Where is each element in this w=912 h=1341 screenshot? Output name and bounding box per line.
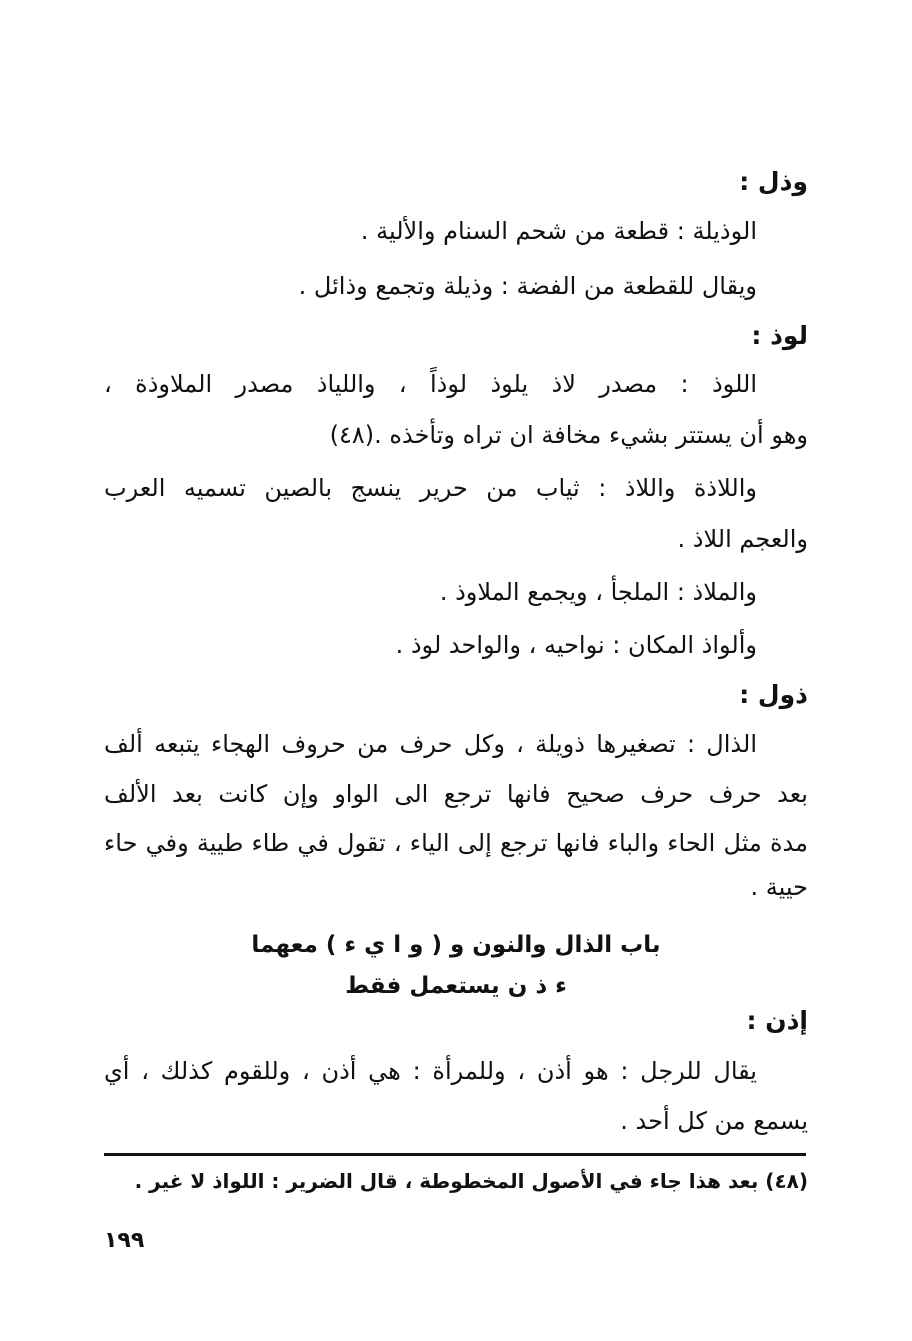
chapter-title-line-2: ء ذ ن يستعمل فقط — [345, 973, 567, 999]
entry-text-line: والعجم اللاذ . — [677, 525, 808, 553]
entry-text-line: حيية . — [750, 873, 808, 901]
entry-heading-lawdh: لوذ : — [751, 321, 808, 350]
chapter-title-line-1: باب الذال والنون و ( و ا ي ء ) معهما — [251, 932, 661, 958]
entry-text-line: وهو أن يستتر بشيء مخافة ان تراه وتأخذه .(٤٨) — [329, 421, 808, 449]
entry-text-line: والملاذ : الملجأ ، ويجمع الملاوذ . — [439, 578, 757, 606]
entry-text-line: الوذيلة : قطعة من شحم السنام والألية . — [360, 217, 757, 245]
page-number: ١٩٩ — [104, 1228, 145, 1253]
entry-text-line: واللاذة واللاذ : ثياب من حرير ينسج بالصين تسميه العرب — [104, 474, 757, 502]
entry-text-line: مدة مثل الحاء والباء فانها ترجع إلى الياء ، تقول في طاء طيية وفي حاء — [104, 829, 808, 857]
entry-text-line: يقال للرجل : هو أذن ، وللمرأة : هي أذن ، وللقوم كذلك ، أي — [104, 1057, 757, 1085]
entry-heading-dhawl: ذول : — [739, 680, 808, 709]
entry-heading-wadhl: وذل : — [739, 167, 808, 196]
entry-text-line: بعد حرف حرف صحيح فانها ترجع الى الواو وإن كانت بعد الألف — [104, 780, 808, 808]
entry-heading-idhn: إذن : — [746, 1006, 808, 1035]
entry-text-line: وألواذ المكان : نواحيه ، والواحد لوذ . — [395, 631, 757, 659]
entry-text-line: اللوذ : مصدر لاذ يلوذ لوذاً ، واللياذ مصدر الملاوذة ، — [104, 370, 757, 398]
entry-text-line: الذال : تصغيرها ذويلة ، وكل حرف من حروف الهجاء يتبعه ألف — [104, 730, 757, 758]
entry-text-line: يسمع من كل أحد . — [620, 1107, 808, 1135]
footnote-rule — [104, 1153, 806, 1156]
entry-text-line: ويقال للقطعة من الفضة : وذيلة وتجمع وذائل . — [298, 272, 757, 300]
footnote-text: (٤٨) بعد هذا جاء في الأصول المخطوطة ، قال الضرير : اللواذ لا غير . — [134, 1169, 808, 1193]
